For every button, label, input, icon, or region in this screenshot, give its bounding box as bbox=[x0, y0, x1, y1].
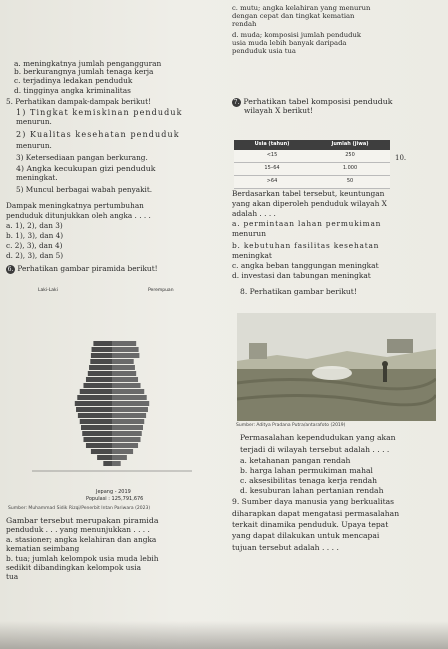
list-item: meningkat. bbox=[16, 173, 58, 182]
pyramid-bar-male bbox=[89, 365, 112, 370]
question-text: terkait dinamika penduduk. Upaya tepat bbox=[232, 520, 389, 529]
list-item: 2) Kualitas kesehatan penduduk bbox=[16, 130, 180, 139]
question-text: 9. Sumber daya manusia yang berkualitas bbox=[232, 497, 395, 506]
pyramid-bar-male bbox=[86, 443, 112, 448]
population-table bbox=[234, 140, 390, 189]
option: sedikit dibandingkan kelompok usia bbox=[6, 563, 141, 572]
pyramid-bar-female bbox=[112, 383, 141, 388]
question-6 bbox=[6, 265, 226, 274]
question-stem: Perhatikan gambar piramida berikut! bbox=[17, 264, 158, 273]
question-text: yang akan diperoleh penduduk wilayah X bbox=[232, 199, 387, 208]
question-stem: wilayah X berikut! bbox=[244, 106, 313, 115]
pyramid-bar-female bbox=[112, 455, 127, 460]
option[interactable]: b. tua; jumlah kelompok usia muda lebih bbox=[6, 554, 159, 563]
pyramid-bar-female bbox=[112, 395, 147, 400]
option: meningkat bbox=[232, 251, 272, 260]
option: menurun bbox=[232, 229, 266, 238]
table-row bbox=[234, 150, 390, 162]
pyramid-bar-female bbox=[112, 353, 139, 358]
pyramid-bar-female bbox=[112, 419, 144, 424]
question-number-badge: 7. bbox=[233, 99, 240, 106]
question-text: adalah . . . . bbox=[232, 209, 276, 218]
option[interactable]: c. terjadinya ledakan penduduk bbox=[14, 76, 133, 85]
question-text: Permasalahan kependudukan yang akan bbox=[240, 433, 396, 442]
question-8-stem: 8. Perhatikan gambar berikut! bbox=[240, 287, 357, 296]
question-text: Berdasarkan tabel tersebut, keuntungan bbox=[232, 189, 385, 198]
pyramid-bar-male bbox=[83, 383, 112, 388]
option[interactable]: a. 1), 2), dan 3) bbox=[6, 221, 63, 230]
pyramid-bar-female bbox=[112, 431, 142, 436]
pyramid-bar-male bbox=[97, 455, 112, 460]
question-number-badge: 6. bbox=[7, 266, 14, 273]
pyramid-population: Populasi : 125,791,676 bbox=[86, 496, 144, 502]
image-source: Sumber: Muhammad Sidik Rizqi/Penerbit Intan Pariwara (2023) bbox=[8, 506, 151, 511]
table-header: Jumlah (jiwa) bbox=[310, 140, 390, 150]
pyramid-label-female: Perempuan bbox=[148, 288, 174, 293]
option: rendah bbox=[232, 20, 257, 28]
option: kematian seimbang bbox=[6, 544, 80, 553]
option[interactable]: b. kebutuhan fasilitas kesehatan bbox=[232, 241, 380, 250]
pyramid-bar-male bbox=[91, 353, 112, 358]
list-item: menurun. bbox=[16, 117, 52, 126]
option[interactable]: a. meningkatnya jumlah pengangguran bbox=[14, 59, 162, 68]
list-item: 4) Angka kecukupan gizi penduduk bbox=[16, 164, 156, 173]
option: dengan cepat dan tingkat kematian bbox=[232, 12, 355, 20]
table-cell: >64 bbox=[234, 175, 310, 188]
option[interactable]: d. kesuburan lahan pertanian rendah bbox=[240, 486, 384, 495]
option[interactable]: d. tingginya angka kriminalitas bbox=[14, 86, 131, 95]
list-item: menurun. bbox=[16, 141, 52, 150]
pyramid-bar-male bbox=[83, 437, 112, 442]
pyramid-bar-female bbox=[112, 359, 134, 364]
image-source: Sumber: Aditya Pradana Putra/antarafoto (2019) bbox=[236, 423, 346, 428]
pyramid-bar-female bbox=[112, 449, 133, 454]
question-text: yang dapat dilakukan untuk mencapai bbox=[232, 531, 380, 540]
pyramid-bar-male bbox=[103, 461, 112, 466]
pyramid-label-male: Laki-Laki bbox=[38, 288, 58, 293]
question-text: terjadi di wilayah tersebut adalah . . . . bbox=[240, 445, 390, 454]
question-text: penduduk ditunjukkan oleh angka . . . . bbox=[6, 211, 151, 220]
pyramid-bar-female bbox=[112, 425, 143, 430]
option[interactable]: c. angka beban tanggungan meningkat bbox=[232, 261, 379, 270]
pyramid-bar-male bbox=[78, 413, 112, 418]
population-pyramid-chart bbox=[28, 337, 196, 487]
pyramid-bar-male bbox=[80, 389, 112, 394]
table-cell: 15–64 bbox=[234, 162, 310, 175]
option[interactable]: a. stasioner; angka kelahiran dan angka bbox=[6, 535, 157, 544]
option: tua bbox=[6, 572, 19, 581]
option[interactable]: c. aksesibilitas tenaga kerja rendah bbox=[240, 476, 378, 485]
question-stem: Perhatikan tabel komposisi penduduk bbox=[243, 97, 393, 106]
pyramid-bar-female bbox=[112, 407, 148, 412]
table-row bbox=[234, 175, 390, 188]
option[interactable]: b. harga lahan permukiman mahal bbox=[240, 466, 373, 475]
pyramid-bar-male bbox=[77, 395, 112, 400]
pyramid-bar-female bbox=[112, 377, 138, 382]
pyramid-bar-female bbox=[112, 401, 149, 406]
option: penduduk usia tua bbox=[232, 47, 296, 55]
pyramid-bar-female bbox=[112, 341, 136, 346]
pyramid-bar-male bbox=[90, 359, 112, 364]
pyramid-bar-male bbox=[75, 401, 112, 406]
pyramid-bar-female bbox=[112, 461, 121, 466]
option[interactable]: a. permintaan lahan permukiman bbox=[232, 219, 382, 228]
option[interactable]: d. 2), 3), dan 5) bbox=[6, 251, 64, 260]
question-text: Dampak meningkatnya pertumbuhan bbox=[6, 201, 144, 210]
option[interactable]: c. mutu; angka kelahiran yang menurun bbox=[232, 4, 371, 12]
pyramid-bar-female bbox=[112, 365, 135, 370]
pyramid-bar-female bbox=[112, 347, 139, 352]
pyramid-bar-male bbox=[80, 419, 112, 424]
option: usia muda lebih banyak daripada bbox=[232, 39, 347, 47]
pyramid-bar-male bbox=[93, 341, 112, 346]
pyramid-bar-female bbox=[112, 413, 146, 418]
pyramid-title: Jepang - 2019 bbox=[96, 489, 131, 495]
pyramid-bar-female bbox=[112, 443, 138, 448]
option[interactable]: c. 2), 3), dan 4) bbox=[6, 241, 63, 250]
population-pyramid bbox=[28, 337, 196, 487]
table-cell: 50 bbox=[310, 175, 390, 188]
margin-question-number: 10. bbox=[395, 154, 407, 162]
option[interactable]: d. investasi dan tabungan meningkat bbox=[232, 271, 371, 280]
page-edge-shadow bbox=[0, 621, 448, 649]
table-row bbox=[234, 162, 390, 175]
pyramid-bar-female bbox=[112, 389, 144, 394]
pyramid-bar-male bbox=[92, 347, 112, 352]
pyramid-bar-male bbox=[86, 377, 112, 382]
option[interactable]: b. 1), 3), dan 4) bbox=[6, 231, 64, 240]
question-text: tujuan tersebut adalah . . . . bbox=[232, 543, 339, 552]
option[interactable]: d. muda; komposisi jumlah penduduk bbox=[232, 31, 361, 39]
table-header: Usia (tahun) bbox=[234, 140, 310, 150]
question-text: penduduk . . . yang menunjukkan . . . . bbox=[6, 525, 150, 534]
pyramid-bar-female bbox=[112, 371, 136, 376]
list-item: 3) Ketersediaan pangan berkurang. bbox=[16, 153, 148, 162]
question-text: Gambar tersebut merupakan piramida bbox=[6, 516, 159, 525]
table-cell: 250 bbox=[310, 150, 390, 162]
pyramid-bar-male bbox=[82, 431, 112, 436]
list-item: 5) Muncul berbagai wabah penyakit. bbox=[16, 185, 153, 194]
list-item: 1) Tingkat kemiskinan penduduk bbox=[16, 108, 183, 117]
table-cell: 1.000 bbox=[310, 162, 390, 175]
question-stem: 5. Perhatikan dampak-dampak berikut! bbox=[6, 97, 151, 106]
pyramid-bar-male bbox=[76, 407, 112, 412]
rice-field-photo bbox=[237, 313, 436, 421]
question-text: diharapkan dapat mengatasi permasalahan bbox=[232, 509, 400, 518]
pyramid-bar-male bbox=[81, 425, 112, 430]
option[interactable]: b. berkurangnya jumlah tenaga kerja bbox=[14, 67, 154, 76]
pyramid-bar-female bbox=[112, 437, 141, 442]
photo-illustration bbox=[237, 313, 436, 421]
table-cell: <15 bbox=[234, 150, 310, 162]
question-7 bbox=[232, 97, 438, 115]
pyramid-bar-male bbox=[91, 449, 112, 454]
option[interactable]: a. ketahanan pangan rendah bbox=[240, 456, 351, 465]
pyramid-bar-male bbox=[88, 371, 112, 376]
